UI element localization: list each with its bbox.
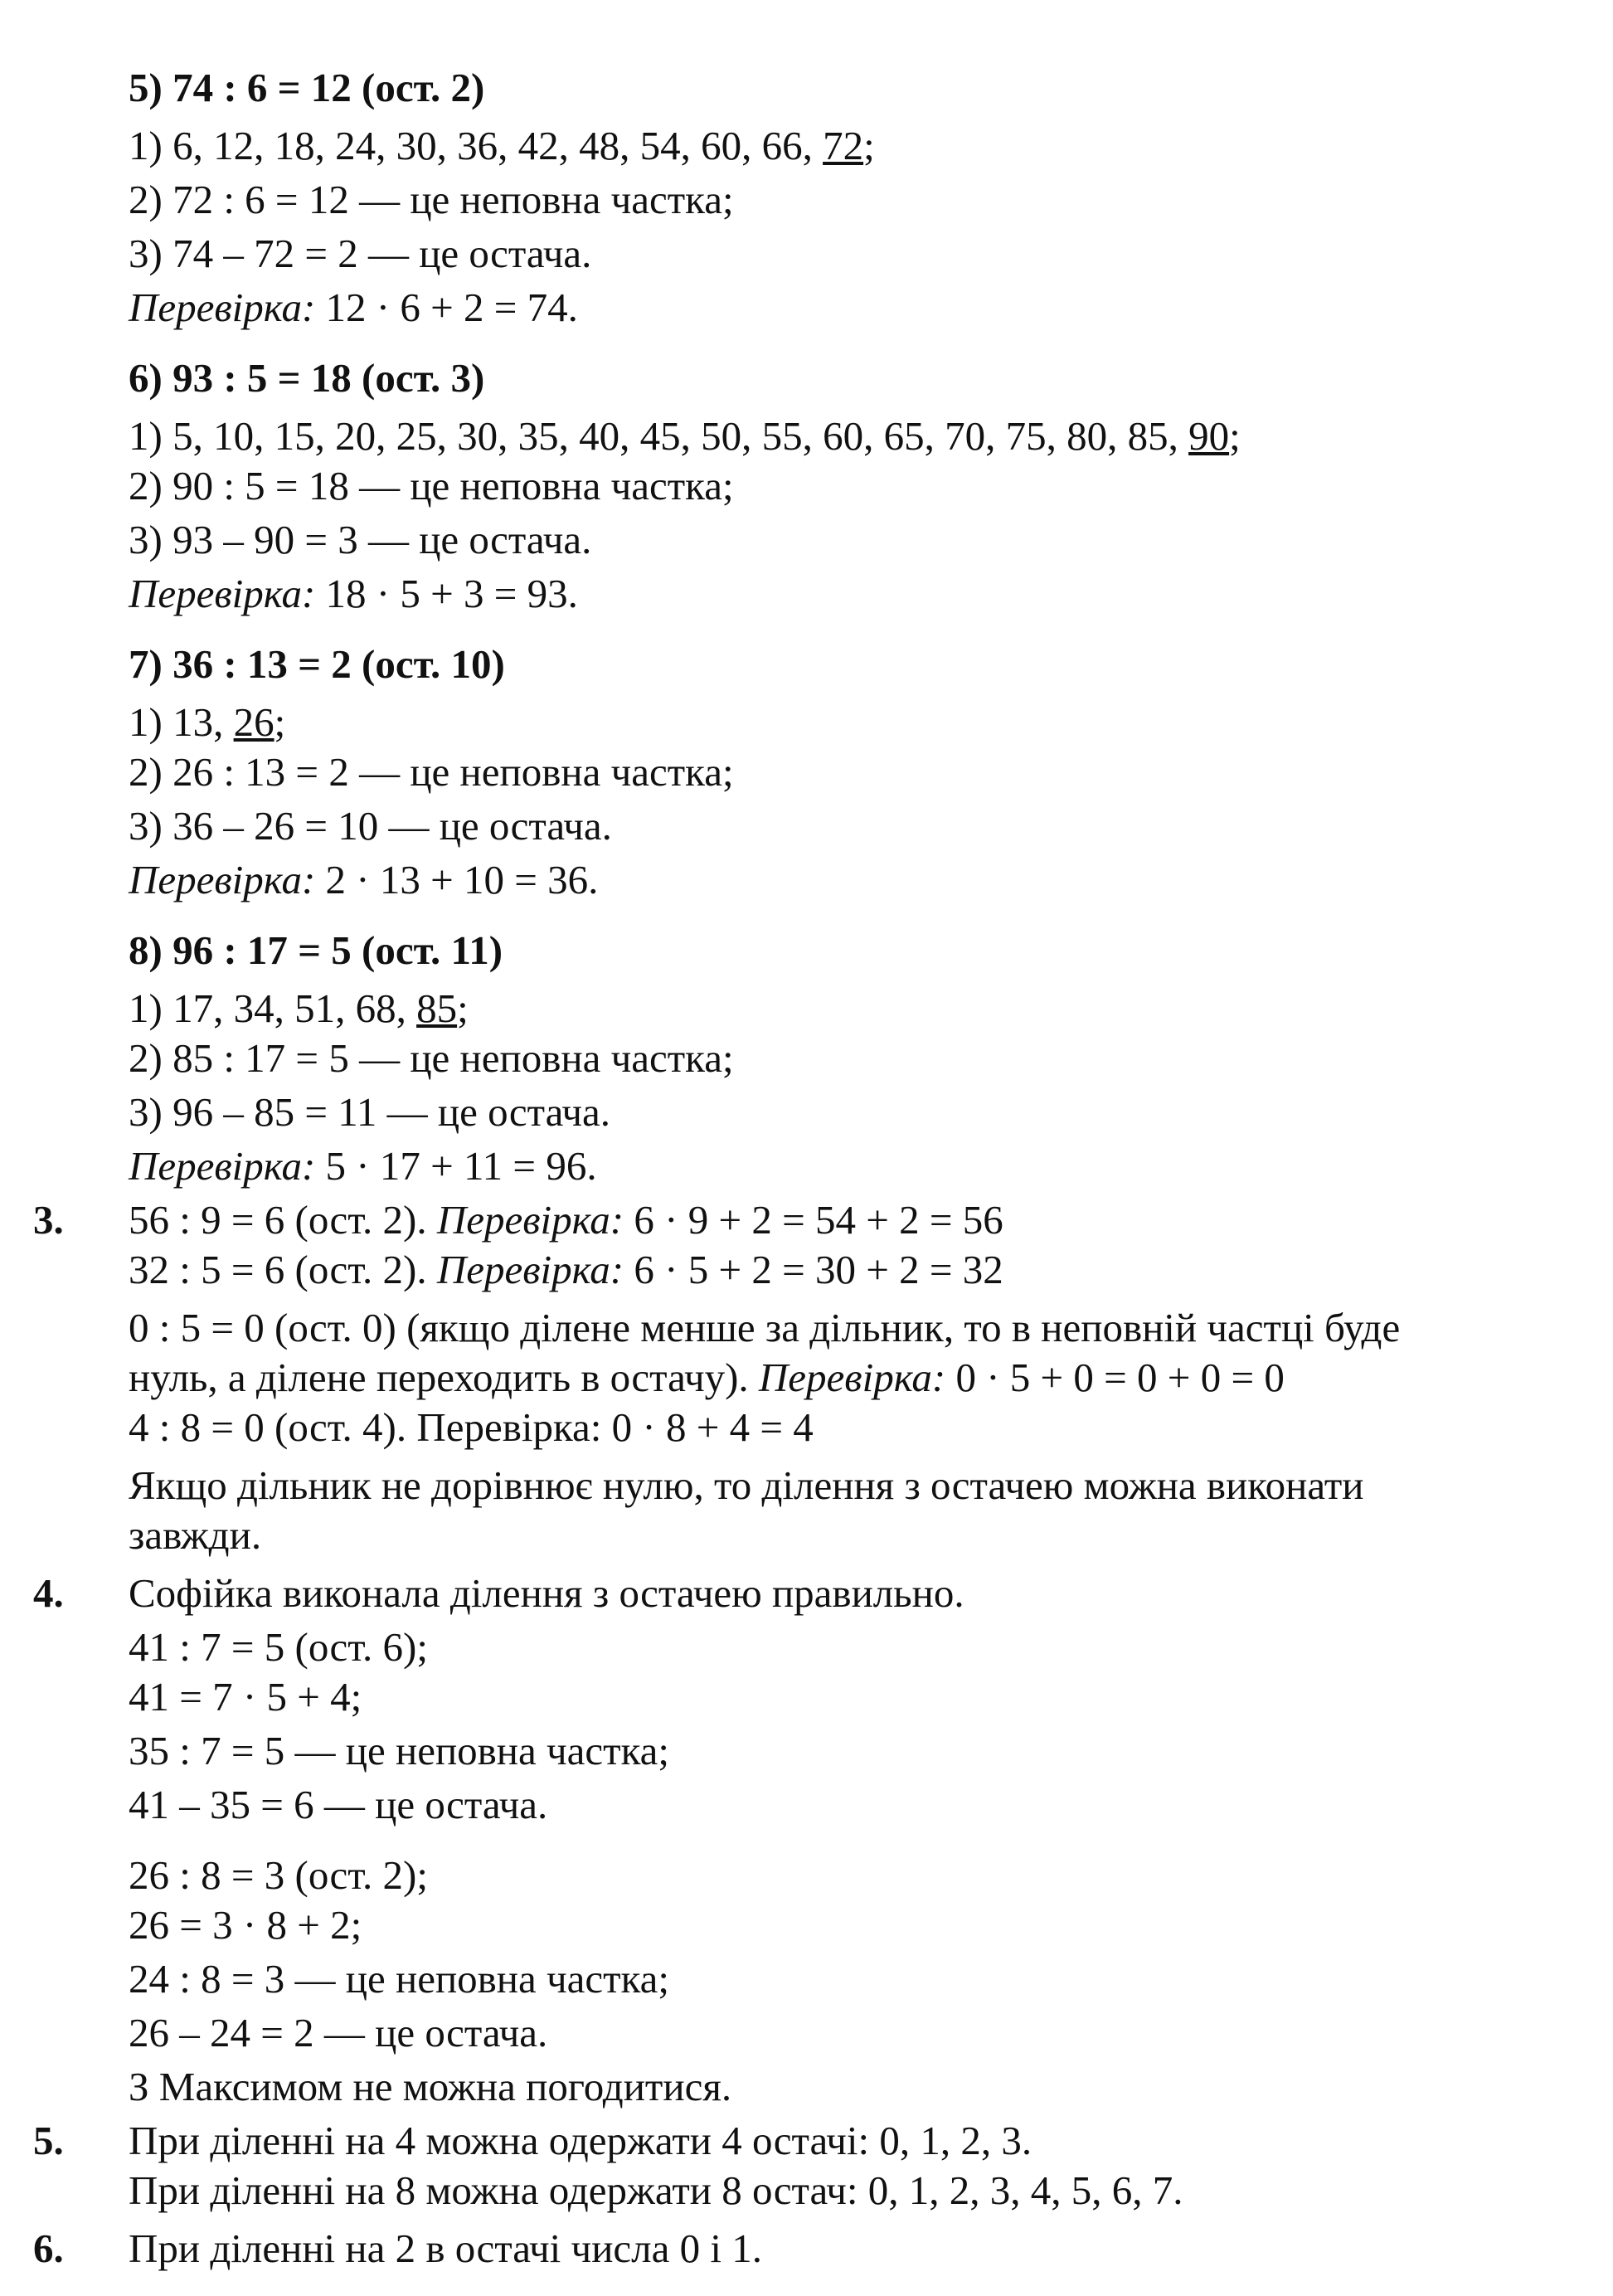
ex2-7-step1-underlined: 26 (233, 699, 275, 745)
ex2-6-step2: 2) 90 : 5 = 18 — це неповна частка; (129, 463, 734, 508)
ex2-5-step1 (129, 120, 875, 172)
ex2-6-step1-underlined: 90 (1188, 413, 1230, 459)
ex2-8-check (129, 1141, 597, 1192)
ex4-line9: 26 – 24 = 2 — це остача. (129, 2010, 548, 2055)
check-label: Перевірка: (758, 1355, 946, 1400)
check-text: 6 · 5 + 2 = 30 + 2 = 32 (624, 1247, 1003, 1292)
ex2-5-step1-underlined: 72 (823, 123, 864, 168)
ex2-8-step2: 2) 85 : 17 = 5 — це неповна частка; (129, 1035, 734, 1081)
ex4-line10: З Максимом не можна погодитися. (129, 2064, 732, 2109)
ex2-5-step1-end: ; (863, 123, 875, 168)
ex3-line4 (129, 1352, 1285, 1403)
ex3-line6: Якщо дільник не дорівнює нулю, то ділення з остачею можна виконати (129, 1462, 1364, 1508)
check-text: 2 · 13 + 10 = 36. (315, 857, 599, 902)
check-label: Перевірка: (129, 571, 316, 616)
ex3-line7: завжди. (129, 1512, 262, 1558)
check-label: Перевірка: (436, 1197, 624, 1243)
ex2-5-step2: 2) 72 : 6 = 12 — це неповна частка; (129, 177, 734, 222)
ex4-line5: 41 – 35 = 6 — це остача. (129, 1782, 548, 1827)
check-label: Перевірка: (129, 857, 316, 902)
ex3-line3: 0 : 5 = 0 (ост. 0) (якщо ділене менше за дільник, то в неповній частці буде (129, 1305, 1401, 1350)
check-text: 0 · 5 + 0 = 0 + 0 = 0 (945, 1355, 1285, 1400)
ex2-6-step3: 3) 93 – 90 = 3 — це остача. (129, 517, 592, 562)
ex2-8-step1-text: 1) 17, 34, 51, 68, (129, 985, 417, 1031)
ex5-line1: При діленні на 4 можна одержати 4 остачі: 0, 1, 2, 3. (129, 2118, 1032, 2163)
ex2-7-header: 7) 36 : 13 = 2 (ост. 10) (129, 641, 505, 687)
check-text: 5 · 17 + 11 = 96. (315, 1143, 597, 1189)
ex2-5-check (129, 282, 578, 333)
check-label: Перевірка: (436, 1247, 624, 1292)
ex2-8-step1-underlined: 85 (416, 985, 458, 1031)
check-label: Перевірка: (129, 1143, 316, 1189)
ex3-line2-text: 32 : 5 = 6 (ост. 2). (129, 1247, 437, 1292)
ex3-line4-text: нуль, а ділене переходить в остачу). (129, 1355, 759, 1400)
ex2-7-check (129, 854, 598, 906)
ex2-6-step1-end: ; (1229, 413, 1241, 459)
ex2-7-step2: 2) 26 : 13 = 2 — це неповна частка; (129, 749, 734, 795)
check-text: 6 · 9 + 2 = 54 + 2 = 56 (624, 1197, 1003, 1243)
ex2-8-step1 (129, 983, 469, 1034)
check-label: Перевірка: (129, 285, 316, 330)
ex2-7-step3: 3) 36 – 26 = 10 — це остача. (129, 803, 612, 849)
ex2-6-header: 6) 93 : 5 = 18 (ост. 3) (129, 355, 485, 401)
ex2-6-step1-text: 1) 5, 10, 15, 20, 25, 30, 35, 40, 45, 50, 55, 60, 65, 70, 75, 80, 85, (129, 413, 1189, 459)
ex5-number: 5. (33, 2118, 64, 2163)
check-text: 18 · 5 + 3 = 93. (315, 571, 578, 616)
ex2-7-step1-text: 1) 13, (129, 699, 234, 745)
ex4-line7: 26 = 3 · 8 + 2; (129, 1902, 362, 1948)
ex2-5-step3: 3) 74 – 72 = 2 — це остача. (129, 231, 592, 276)
ex2-7-step1-end: ; (274, 699, 286, 745)
ex4-line2: 41 : 7 = 5 (ост. 6); (129, 1624, 428, 1670)
ex4-line1: Софійка виконала ділення з остачею правильно. (129, 1570, 964, 1616)
ex2-8-step1-end: ; (457, 985, 469, 1031)
ex4-line8: 24 : 8 = 3 — це неповна частка; (129, 1956, 670, 2002)
ex2-5-header: 5) 74 : 6 = 12 (ост. 2) (129, 65, 485, 110)
ex6-number: 6. (33, 2225, 64, 2271)
ex2-6-step1 (129, 411, 1241, 462)
ex4-number: 4. (33, 1570, 64, 1616)
ex4-line4: 35 : 7 = 5 — це неповна частка; (129, 1728, 670, 1773)
ex2-5-step1-text: 1) 6, 12, 18, 24, 30, 36, 42, 48, 54, 60, 66, (129, 123, 824, 168)
ex4-line6: 26 : 8 = 3 (ост. 2); (129, 1852, 428, 1898)
ex2-8-header: 8) 96 : 17 = 5 (ост. 11) (129, 927, 503, 973)
ex3-line5: 4 : 8 = 0 (ост. 4). Перевірка: 0 · 8 + 4 = 4 (129, 1404, 814, 1450)
ex2-8-step3: 3) 96 – 85 = 11 — це остача. (129, 1089, 611, 1135)
ex6-line1: При діленні на 2 в остачі числа 0 і 1. (129, 2225, 762, 2271)
check-text: 12 · 6 + 2 = 74. (315, 285, 578, 330)
ex4-line3: 41 = 7 · 5 + 4; (129, 1674, 362, 1720)
ex3-line2 (129, 1244, 1003, 1296)
ex3-line1 (129, 1194, 1003, 1246)
ex2-6-check (129, 568, 578, 620)
ex2-7-step1 (129, 697, 285, 748)
ex3-number: 3. (33, 1197, 64, 1243)
ex3-line1-text: 56 : 9 = 6 (ост. 2). (129, 1197, 437, 1243)
ex5-line2: При діленні на 8 можна одержати 8 остач: 0, 1, 2, 3, 4, 5, 6, 7. (129, 2167, 1183, 2213)
